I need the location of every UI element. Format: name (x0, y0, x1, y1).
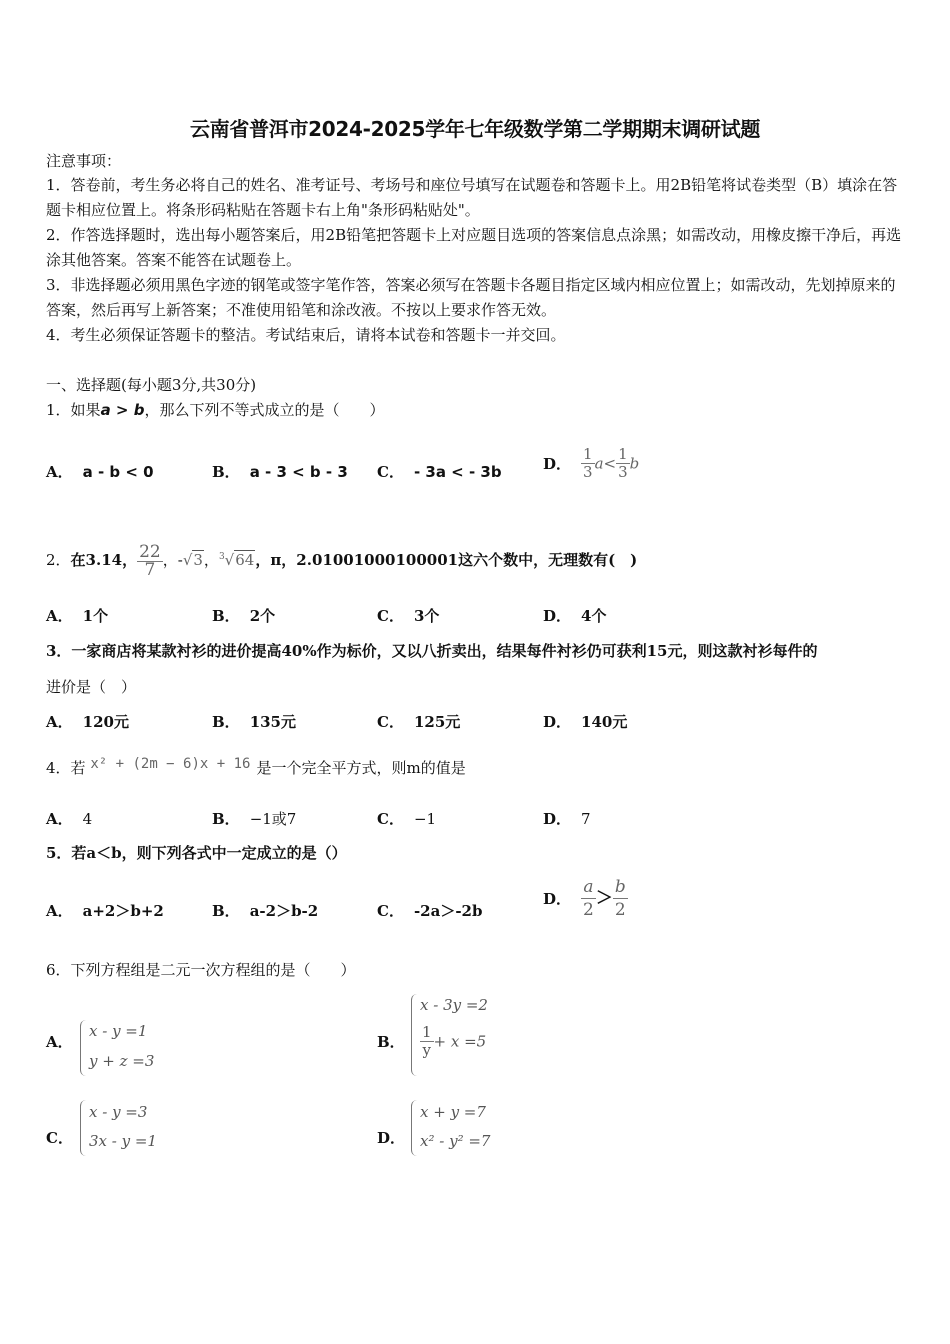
q2-cbrt: $^3$√64 (218, 551, 255, 569)
question-3-line-2: 进价是（ ） (46, 678, 137, 696)
q6-option-b-label[interactable]: B． (377, 1033, 405, 1051)
q1-option-a[interactable]: A． a - b < 0 (46, 463, 154, 481)
q4-expression: x² + (2m − 6)x + 16 (90, 756, 251, 772)
section-heading: 一、选择题(每小题3分,共30分) (46, 376, 257, 394)
q6-option-c-label[interactable]: C． (46, 1129, 73, 1147)
notice-item-4: 4．考生必须保证答题卡的整洁。考试结束后，请将本试卷和答题卡一并交回。 (46, 326, 566, 344)
question-6: 6．下列方程组是二元一次方程组的是（ ） (46, 961, 356, 979)
q2-sqrt: √3 (182, 551, 203, 569)
q6-b-frac: $\frac{1}{y}$ (422, 1023, 432, 1059)
q5-option-d[interactable]: D． $\frac{a}{2}$ ＞ $\frac{b}{2}$ (543, 877, 626, 920)
q1-pre: 如果 (70, 401, 101, 419)
q6-option-a-label[interactable]: A． (46, 1033, 73, 1051)
q2-option-d[interactable]: D． 4个 (543, 607, 607, 625)
q5-d-frac-b: $\frac{b}{2}$ (614, 877, 626, 920)
q3-option-a[interactable]: A． 120元 (46, 713, 129, 731)
q4-option-c[interactable]: C． −1 (377, 810, 437, 828)
q1-d-frac-a: $\frac{1}{3}$ (583, 445, 593, 481)
q5-d-frac-a: $\frac{a}{2}$ (583, 877, 594, 920)
q1-option-b[interactable]: B． a - 3 < b - 3 (212, 463, 348, 481)
q4-option-a[interactable]: A． 4 (46, 810, 93, 828)
q6-option-a-system[interactable]: x - y =1 y + z =3 (80, 1020, 170, 1076)
q5-option-a[interactable]: A． a+2＞b+2 (46, 902, 164, 920)
question-4: 4．若 x² + (2m − 6)x + 16 是一个完全平方式，则m的值是 (46, 756, 466, 777)
q1-number: 1． (46, 401, 71, 419)
notice-item-3: 3．非选择题必须用黑色字迹的钢笔或签字笔作答，答案必须写在答题卡各题目指定区域内相应位置上；如需改动，先划掉原来的答案，然后再写上新答案；不准使用铅笔和涂改液。不按以上要求作答无效。 (46, 276, 896, 319)
q6-option-d-system[interactable]: x + y =7 x² - y² =7 (411, 1100, 511, 1156)
q2-option-c[interactable]: C． 3个 (377, 607, 440, 625)
q1-post: ，那么下列不等式成立的是（ ） (144, 401, 385, 419)
notice-item-2: 2．作答选择题时，选出每小题答案后，用2B铅笔把答题卡上对应题目选项的答案信息点涂黑；如需改动，用橡皮擦干净后，再选涂其他答案。答案不能答在试题卷上。 (46, 226, 902, 269)
question-2: 2．在3.14， $\frac{22}{7}$ ，-√3，$^3$√64，π，2.01001000100001这六个数中，无理数有( ) (46, 531, 637, 586)
q6-option-b-system[interactable]: x - 3y =2 $\frac{1}{y}$ + x =5 (411, 994, 511, 1076)
q1-option-c[interactable]: C． - 3a < - 3b (377, 463, 502, 481)
q3-option-d[interactable]: D． 140元 (543, 713, 628, 731)
q2-fraction: $\frac{22}{7}$ (139, 541, 161, 580)
q1-c-text: - 3a < - 3b (413, 463, 502, 481)
question-1 (46, 400, 384, 420)
q5-option-c[interactable]: C． -2a＞-2b (377, 902, 483, 920)
q1-option-d[interactable]: D． $\frac{1}{3}$ a< $\frac{1}{3}$ b (543, 445, 640, 481)
question-5: 5．若a＜b，则下列各式中一定成立的是（） (46, 844, 347, 862)
notice-item-1: 1．答卷前，考生务必将自己的姓名、准考证号、考场号和座位号填写在试题卷和答题卡上。用2B铅笔将试卷类型（B）填涂在答题卡相应位置上。将条形码粘贴在答题卡右上角"条形码粘贴处"。 (46, 176, 898, 219)
notice-heading: 注意事项： (46, 152, 122, 170)
question-3-line-1: 3．一家商店将某款衬衫的进价提高40%作为标价，又以八折卖出，结果每件衬衫仍可获利15元，则这款衬衫每件的 (46, 642, 818, 660)
q2-number: 2． (46, 551, 71, 569)
q4-option-d[interactable]: D． 7 (543, 810, 591, 828)
q1-a-text: a - b < 0 (82, 463, 154, 481)
q1-d-frac-b: $\frac{1}{3}$ (618, 445, 628, 481)
page-title: 云南省普洱市2024-2025学年七年级数学第二学期期末调研试题 (189, 117, 761, 141)
q6-option-c-system[interactable]: x - y =3 3x - y =1 (80, 1100, 170, 1156)
q5-option-b[interactable]: B． a-2＞b-2 (212, 902, 319, 920)
q4-option-b[interactable]: B． −1或7 (212, 810, 297, 828)
q6-option-d-label[interactable]: D． (377, 1129, 406, 1147)
q2-option-b[interactable]: B． 2个 (212, 607, 276, 625)
q1-b-text: a - 3 < b - 3 (249, 463, 348, 481)
q3-option-c[interactable]: C． 125元 (377, 713, 461, 731)
q2-option-a[interactable]: A． 1个 (46, 607, 109, 625)
q1-condition: a > b (100, 401, 145, 419)
q3-option-b[interactable]: B． 135元 (212, 713, 296, 731)
